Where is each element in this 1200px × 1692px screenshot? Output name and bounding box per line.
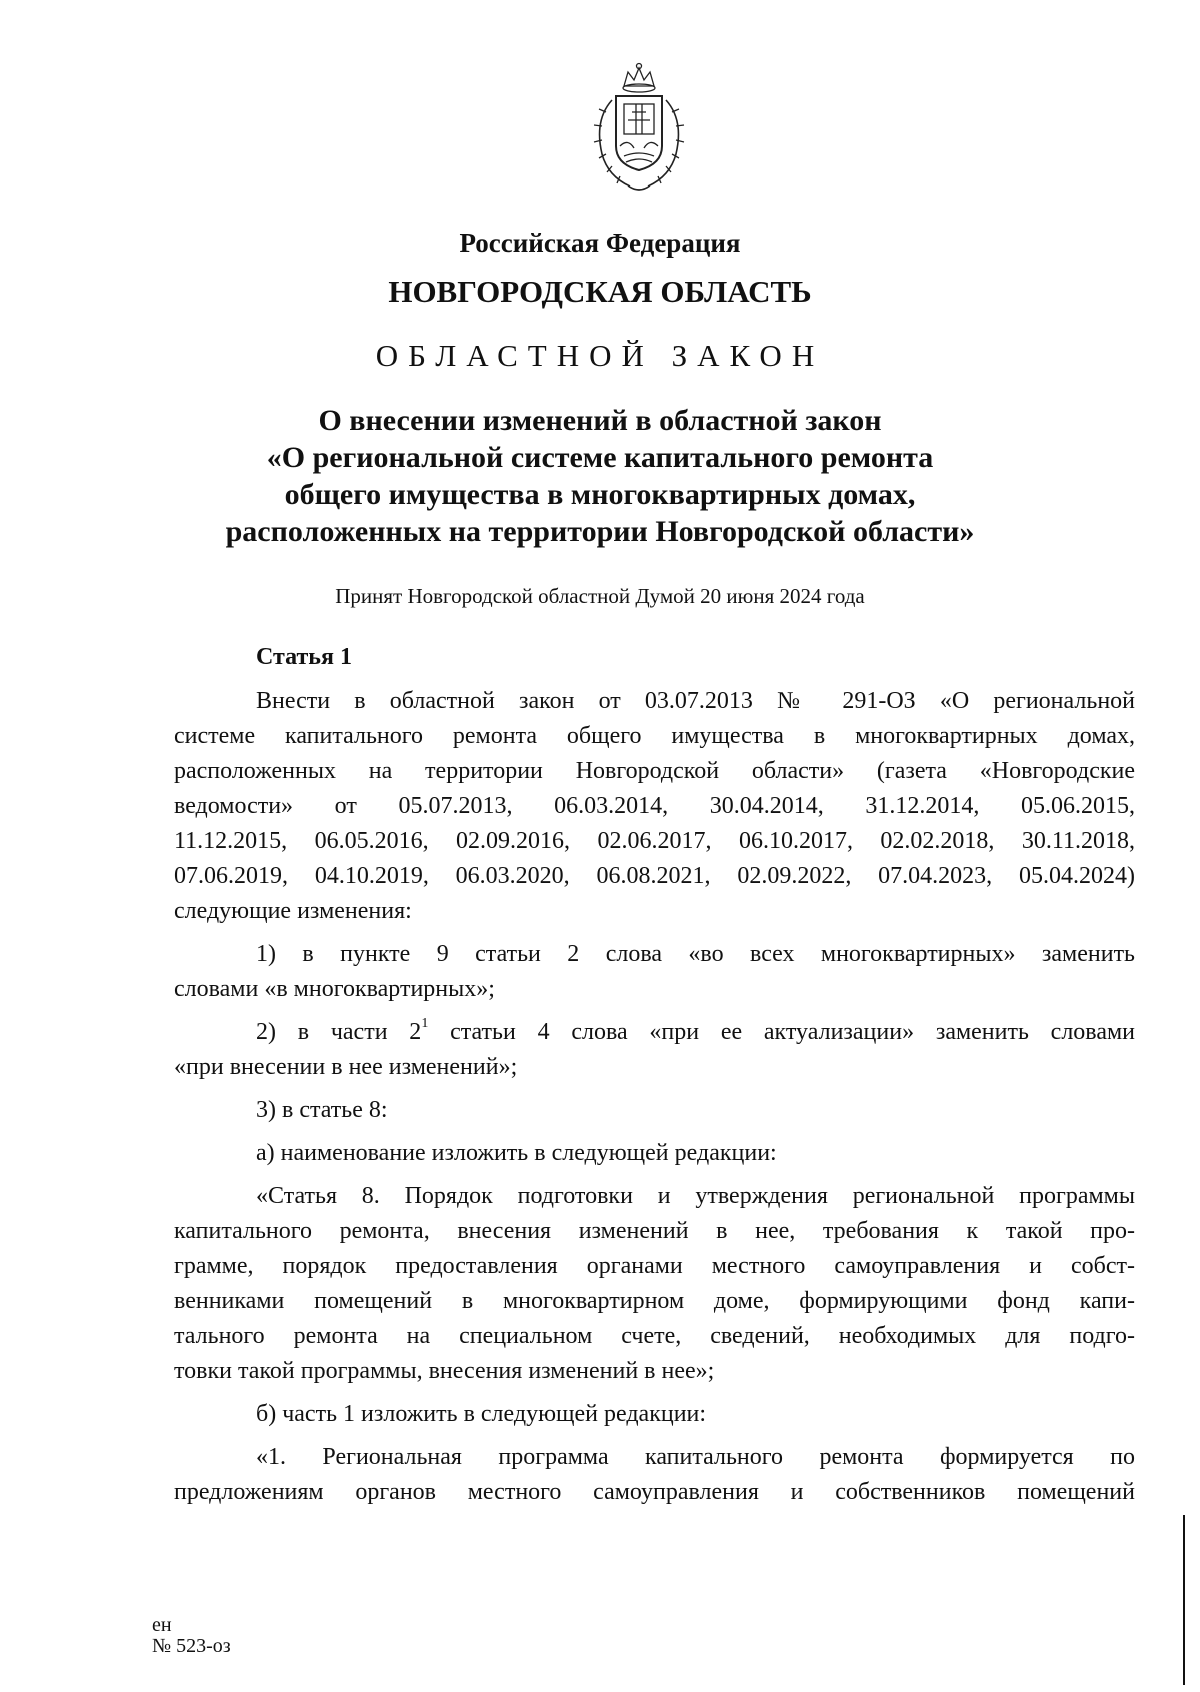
item-2-line: «при внесении в нее изменений»; [174, 1054, 518, 1080]
federation-heading: Российская Федерация [459, 228, 741, 258]
body-line: Внести в областной закон от 03.07.2013 № 291-ОЗ «О региональной [256, 688, 1135, 714]
article-body [174, 684, 1135, 1510]
document-footer [152, 1615, 231, 1657]
item-2-line [174, 1015, 1135, 1050]
item-2-text: 2) в части 2 [256, 1019, 422, 1045]
body-line: ведомости» от 05.07.2013, 06.03.2014, 30.04.2014, 31.12.2014, 05.06.2015, [174, 793, 1135, 819]
body-line: 07.06.2019, 04.10.2019, 06.03.2020, 06.08.2021, 02.09.2022, 07.04.2023, 05.04.2024) [174, 863, 1135, 889]
quote-line: капитального ремонта, внесения изменений в нее, требования к такой про- [174, 1218, 1135, 1244]
body-line: системе капитального ремонта общего имущества в многоквартирных домах, [174, 723, 1135, 749]
quote-line: предложениям органов местного самоуправления и собственников помещений [174, 1479, 1135, 1505]
adoption-note: Принят Новгородской областной Думой 20 июня 2024 года [335, 584, 865, 608]
law-type-heading: ОБЛАСТНОЙ ЗАКОН [375, 338, 825, 373]
body-line: следующие изменения: [174, 898, 412, 924]
law-title-line: общего имущества в многоквартирных домах, [284, 478, 916, 511]
quote-line: товки такой программы, внесения изменений в нее»; [174, 1358, 715, 1384]
footer-number: № 523-оз [152, 1635, 231, 1657]
item-3a-line: а) наименование изложить в следующей редакции: [256, 1140, 777, 1166]
item-3-line: 3) в статье 8: [256, 1097, 388, 1123]
coat-of-arms-emblem [584, 60, 694, 200]
quote-line: грамме, порядок предоставления органами местного самоуправления и собст- [174, 1253, 1135, 1279]
quote-line: венниками помещений в многоквартирном доме, формирующими фонд капи- [174, 1288, 1135, 1314]
item-1-line: словами «в многоквартирных»; [174, 976, 495, 1002]
item-3b-line: б) часть 1 изложить в следующей редакции: [256, 1401, 707, 1427]
law-title-line: «О региональной системе капитального ремонта [266, 441, 934, 474]
law-title-line: О внесении изменений в областной закон [318, 404, 882, 437]
scan-edge-line [1183, 1515, 1185, 1685]
quote-line: «Статья 8. Порядок подготовки и утверждения региональной программы [256, 1183, 1135, 1209]
law-title [0, 402, 1200, 550]
item-2-text: статьи 4 слова «при ее актуализации» заменить словами [428, 1019, 1136, 1045]
item-1-line: 1) в пункте 9 статьи 2 слова «во всех многоквартирных» заменить [256, 941, 1135, 967]
article-heading: Статья 1 [256, 644, 352, 670]
body-line: расположенных на территории Новгородской области» (газета «Новгородские [174, 758, 1135, 784]
law-title-line: расположенных на территории Новгородской области» [225, 515, 975, 548]
superscript: 1 [421, 1016, 429, 1031]
region-heading: НОВГОРОДСКАЯ ОБЛАСТЬ [388, 274, 812, 309]
quote-line: тального ремонта на специальном счете, сведений, необходимых для подго- [174, 1323, 1135, 1349]
footer-initials: ен [152, 1614, 172, 1636]
quote-line: «1. Региональная программа капитального ремонта формируется по [256, 1444, 1135, 1470]
body-line: 11.12.2015, 06.05.2016, 02.09.2016, 02.06.2017, 06.10.2017, 02.02.2018, 30.11.2018, [174, 828, 1135, 854]
